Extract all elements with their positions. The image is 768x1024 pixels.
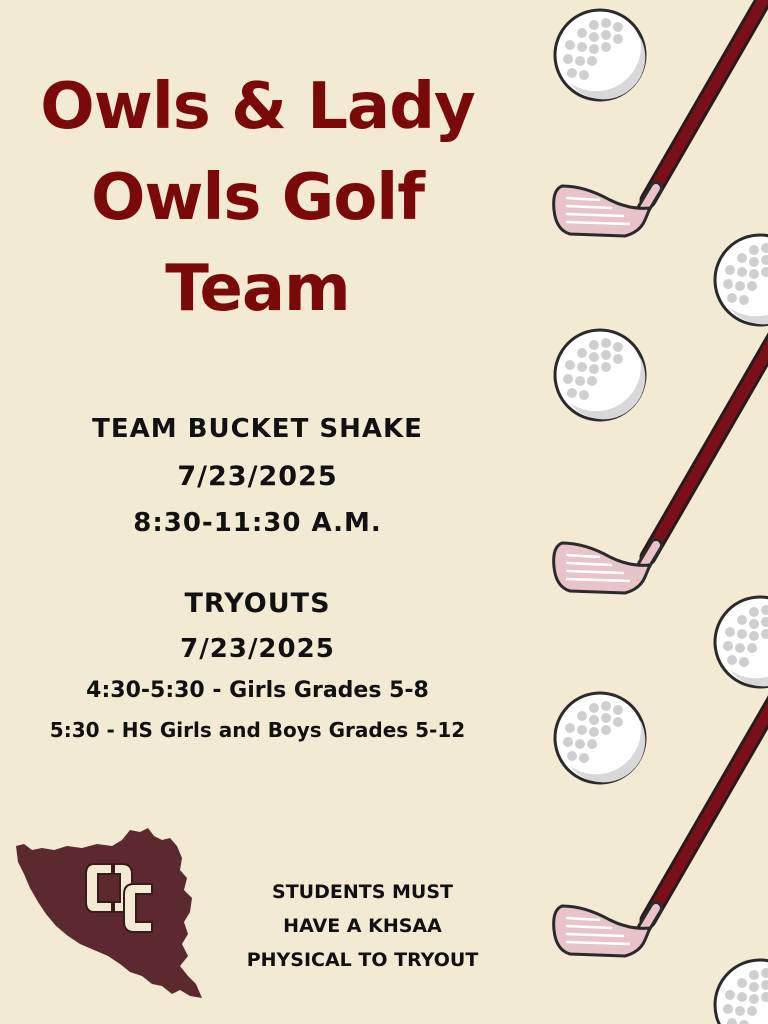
golf-ball-icon — [715, 960, 768, 1024]
notice-line-1: STUDENTS MUST — [272, 881, 453, 903]
golf-ball-icon — [715, 597, 768, 687]
notice-line-3: PHYSICAL TO TRYOUT — [246, 949, 479, 971]
notice-line-2: HAVE A KHSAA — [283, 915, 442, 937]
tryouts-hs-schedule: 5:30 - HS Girls and Boys Grades 5-12 — [49, 718, 466, 742]
golf-ball-icon — [555, 693, 645, 783]
title-line-2: Owls Golf — [90, 161, 425, 235]
bucket-shake-time: 8:30-11:30 A.M. — [133, 508, 382, 538]
physical-notice — [225, 875, 500, 977]
golf-ball-icon — [555, 330, 645, 420]
bucket-shake-date: 7/23/2025 — [177, 461, 338, 492]
golf-ball-icon — [715, 235, 768, 325]
tryouts-date: 7/23/2025 — [180, 634, 335, 664]
logo-letters: OC — [12, 826, 14, 827]
tryouts-heading: TRYOUTS — [184, 588, 331, 619]
tryouts-girls-schedule: 4:30-5:30 - Girls Grades 5-8 — [86, 678, 429, 703]
golf-ball-icon — [555, 10, 645, 100]
title-line-3: Team — [165, 252, 350, 326]
title-line-1: Owls & Lady — [40, 70, 475, 144]
page-title — [0, 62, 515, 335]
bucket-shake-heading: TEAM BUCKET SHAKE — [92, 414, 423, 444]
county-map-logo — [12, 826, 212, 1006]
